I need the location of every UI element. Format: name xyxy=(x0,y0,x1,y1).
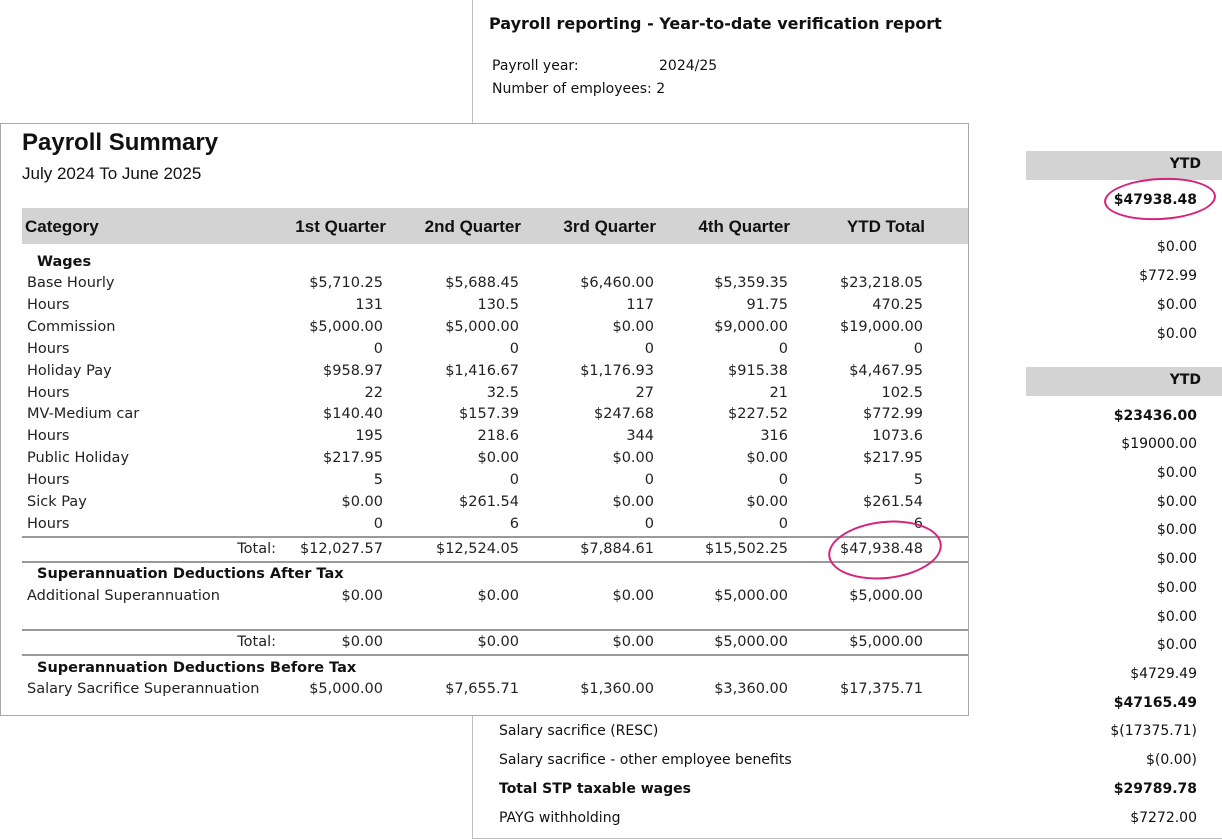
cell: 6 xyxy=(913,515,923,532)
table-row xyxy=(1,472,968,494)
total-cell: $0.00 xyxy=(612,634,654,650)
cell: 0 xyxy=(644,340,654,357)
other-benefits-label: Salary sacrifice - other employee benefits xyxy=(499,752,792,768)
cell: 195 xyxy=(355,428,383,445)
cell: 102.5 xyxy=(881,384,923,401)
summary-title: Payroll Summary xyxy=(22,129,219,156)
cell: $0.00 xyxy=(341,588,383,604)
resc-label: Salary sacrifice (RESC) xyxy=(499,723,659,739)
column-header: 2nd Quarter xyxy=(424,217,521,236)
row-label: Hours xyxy=(27,296,70,313)
cell: $261.54 xyxy=(459,494,519,510)
row-label: Hours xyxy=(27,384,70,401)
ytd-value: $23436.00 xyxy=(1113,408,1197,424)
cell: 27 xyxy=(635,384,654,401)
cell: 0 xyxy=(373,340,383,357)
row-label: MV-Medium car xyxy=(27,406,140,423)
wages-heading: Wages xyxy=(37,254,92,270)
resc-value: $(17375.71) xyxy=(1110,723,1197,739)
cell: 470.25 xyxy=(872,296,923,313)
ytd-value: $0.00 xyxy=(1156,326,1197,342)
ytd-value: $0.00 xyxy=(1156,297,1197,313)
cell: $0.00 xyxy=(612,588,654,604)
table-header xyxy=(22,208,968,244)
table-row xyxy=(1,588,968,610)
cell: $958.97 xyxy=(323,362,383,379)
wages-total-row xyxy=(1,541,968,563)
after-tax-total-row xyxy=(1,634,968,656)
payroll-summary-panel xyxy=(0,123,969,716)
cell: $1,176.93 xyxy=(580,362,654,379)
total-label: Total: xyxy=(237,634,276,650)
ytd-value: $47938.48 xyxy=(1113,192,1197,208)
divider xyxy=(22,561,968,563)
total-cell: $0.00 xyxy=(341,634,383,650)
row-label: Public Holiday xyxy=(27,450,130,467)
cell: 0 xyxy=(644,515,654,532)
row-label: Hours xyxy=(27,515,70,532)
cell: $23,218.05 xyxy=(839,275,923,291)
cell: 117 xyxy=(626,296,654,313)
cell: $772.99 xyxy=(863,406,923,423)
table-row xyxy=(1,516,968,538)
cell: $1,416.67 xyxy=(445,362,519,379)
cell: $0.00 xyxy=(341,494,383,510)
total-cell: $5,000.00 xyxy=(714,634,788,650)
column-header: Category xyxy=(25,217,99,236)
cell: 21 xyxy=(769,384,788,401)
employees-row xyxy=(492,81,665,97)
payg-value: $7272.00 xyxy=(1130,810,1197,826)
divider xyxy=(22,654,968,656)
table-row xyxy=(1,363,968,385)
cell: $7,655.71 xyxy=(445,681,519,697)
total-cell: $0.00 xyxy=(477,634,519,650)
total-cell: $5,000.00 xyxy=(849,634,923,650)
cell: 0 xyxy=(778,340,788,357)
row-label: Salary Sacrifice Superannuation xyxy=(27,681,260,697)
cell: 22 xyxy=(364,384,383,401)
ytd-value: $0.00 xyxy=(1156,637,1197,653)
ytd-value: $772.99 xyxy=(1139,268,1197,284)
cell: $5,688.45 xyxy=(445,275,519,291)
cell: $17,375.71 xyxy=(839,681,923,697)
total-cell: $7,884.61 xyxy=(580,541,654,557)
cell: $0.00 xyxy=(612,494,654,510)
cell: $5,000.00 xyxy=(714,588,788,604)
stp-taxable-label: Total STP taxable wages xyxy=(499,781,691,797)
cell: $5,000.00 xyxy=(445,318,519,335)
cell: 32.5 xyxy=(486,384,519,401)
ytd-value: $0.00 xyxy=(1156,494,1197,510)
report-title: Payroll reporting - Year-to-date verification report xyxy=(489,14,942,33)
cell: $5,000.00 xyxy=(849,588,923,604)
ytd-header-bottom: YTD xyxy=(1026,367,1222,396)
payg-label: PAYG withholding xyxy=(499,810,621,826)
stp-taxable-value: $29789.78 xyxy=(1113,781,1197,797)
table-row xyxy=(1,494,968,516)
cell: $0.00 xyxy=(477,588,519,604)
cell: $140.40 xyxy=(323,406,383,423)
table-row xyxy=(1,275,968,297)
column-header: 3rd Quarter xyxy=(563,217,656,236)
ytd-value: $0.00 xyxy=(1156,522,1197,538)
before-tax-heading: Superannuation Deductions Before Tax xyxy=(37,660,357,676)
table-row xyxy=(1,406,968,428)
row-label: Hours xyxy=(27,472,70,489)
cell: $5,710.25 xyxy=(309,275,383,291)
section-heading xyxy=(1,566,968,588)
row-label: Hours xyxy=(27,340,70,357)
cell: $915.38 xyxy=(728,362,788,379)
cell: $0.00 xyxy=(477,450,519,467)
cell: $4,467.95 xyxy=(849,362,923,379)
cell: 0 xyxy=(778,472,788,489)
after-tax-heading: Superannuation Deductions After Tax xyxy=(37,566,344,582)
row-label: Commission xyxy=(27,318,116,335)
table-row xyxy=(1,385,968,407)
cell: $3,360.00 xyxy=(714,681,788,697)
total-label: Total: xyxy=(237,541,276,557)
cell: 0 xyxy=(373,515,383,532)
table-row xyxy=(1,428,968,450)
employees-label: Number of employees: xyxy=(492,81,652,97)
divider xyxy=(22,629,968,631)
column-header: 4th Quarter xyxy=(698,217,790,236)
total-cell: $12,524.05 xyxy=(435,541,519,557)
summary-period: July 2024 To June 2025 xyxy=(22,164,202,183)
cell: 91.75 xyxy=(746,296,788,313)
section-heading xyxy=(1,660,968,682)
cell: $5,000.00 xyxy=(309,318,383,335)
ytd-value: $47165.49 xyxy=(1113,695,1197,711)
cell: $217.95 xyxy=(323,450,383,467)
cell: 0 xyxy=(913,340,923,357)
cell: $9,000.00 xyxy=(714,318,788,335)
cell: $0.00 xyxy=(746,494,788,510)
total-cell: $12,027.57 xyxy=(299,541,383,557)
cell: 218.6 xyxy=(477,428,519,445)
cell: $261.54 xyxy=(863,494,923,510)
cell: 0 xyxy=(509,472,519,489)
section-heading xyxy=(1,254,968,276)
row-label: Additional Superannuation xyxy=(27,588,220,604)
payroll-year-value: 2024/25 xyxy=(659,58,718,74)
ytd-value: $0.00 xyxy=(1156,465,1197,481)
cell: 316 xyxy=(760,428,788,445)
cell: $0.00 xyxy=(612,318,654,335)
row-label: Sick Pay xyxy=(27,494,87,510)
employees-value: 2 xyxy=(656,81,666,97)
ytd-value: $4729.49 xyxy=(1130,666,1197,682)
cell: 130.5 xyxy=(477,296,519,313)
row-label: Hours xyxy=(27,428,70,445)
cell: 1073.6 xyxy=(872,428,923,445)
cell: 5 xyxy=(913,472,923,489)
row-label: Base Hourly xyxy=(27,275,115,291)
payroll-year-label: Payroll year: xyxy=(492,58,579,74)
table-row xyxy=(1,681,968,703)
cell: $5,359.35 xyxy=(714,275,788,291)
cell: $157.39 xyxy=(459,406,519,423)
cell: 6 xyxy=(509,515,519,532)
row-label: Holiday Pay xyxy=(27,362,112,379)
divider xyxy=(22,536,968,538)
ytd-value: $0.00 xyxy=(1156,580,1197,596)
cell: $1,360.00 xyxy=(580,681,654,697)
payroll-year-row xyxy=(492,58,718,74)
cell: $0.00 xyxy=(612,450,654,467)
cell: $6,460.00 xyxy=(580,275,654,291)
cell: $5,000.00 xyxy=(309,681,383,697)
column-header: 1st Quarter xyxy=(295,217,386,236)
table-row xyxy=(1,297,968,319)
cell: 5 xyxy=(373,472,383,489)
column-header: YTD Total xyxy=(846,217,925,236)
cell: 344 xyxy=(626,428,654,445)
cell: $0.00 xyxy=(746,450,788,467)
table-row xyxy=(1,341,968,363)
cell: $247.68 xyxy=(594,406,654,423)
cell: $19,000.00 xyxy=(839,318,923,335)
ytd-value: $0.00 xyxy=(1156,609,1197,625)
cell: 131 xyxy=(355,296,383,313)
cell: $227.52 xyxy=(728,406,788,423)
ytd-value: $19000.00 xyxy=(1121,436,1197,452)
table-row xyxy=(1,450,968,472)
total-cell: $15,502.25 xyxy=(704,541,788,557)
ytd-value: $0.00 xyxy=(1156,239,1197,255)
other-benefits-value: $(0.00) xyxy=(1145,752,1197,768)
ytd-header-top: YTD xyxy=(1026,151,1222,180)
cell: $217.95 xyxy=(863,450,923,467)
cell: 0 xyxy=(509,340,519,357)
total-cell: $47,938.48 xyxy=(839,541,923,557)
cell: 0 xyxy=(778,515,788,532)
ytd-value: $0.00 xyxy=(1156,551,1197,567)
cell: 0 xyxy=(644,472,654,489)
table-row xyxy=(1,319,968,341)
